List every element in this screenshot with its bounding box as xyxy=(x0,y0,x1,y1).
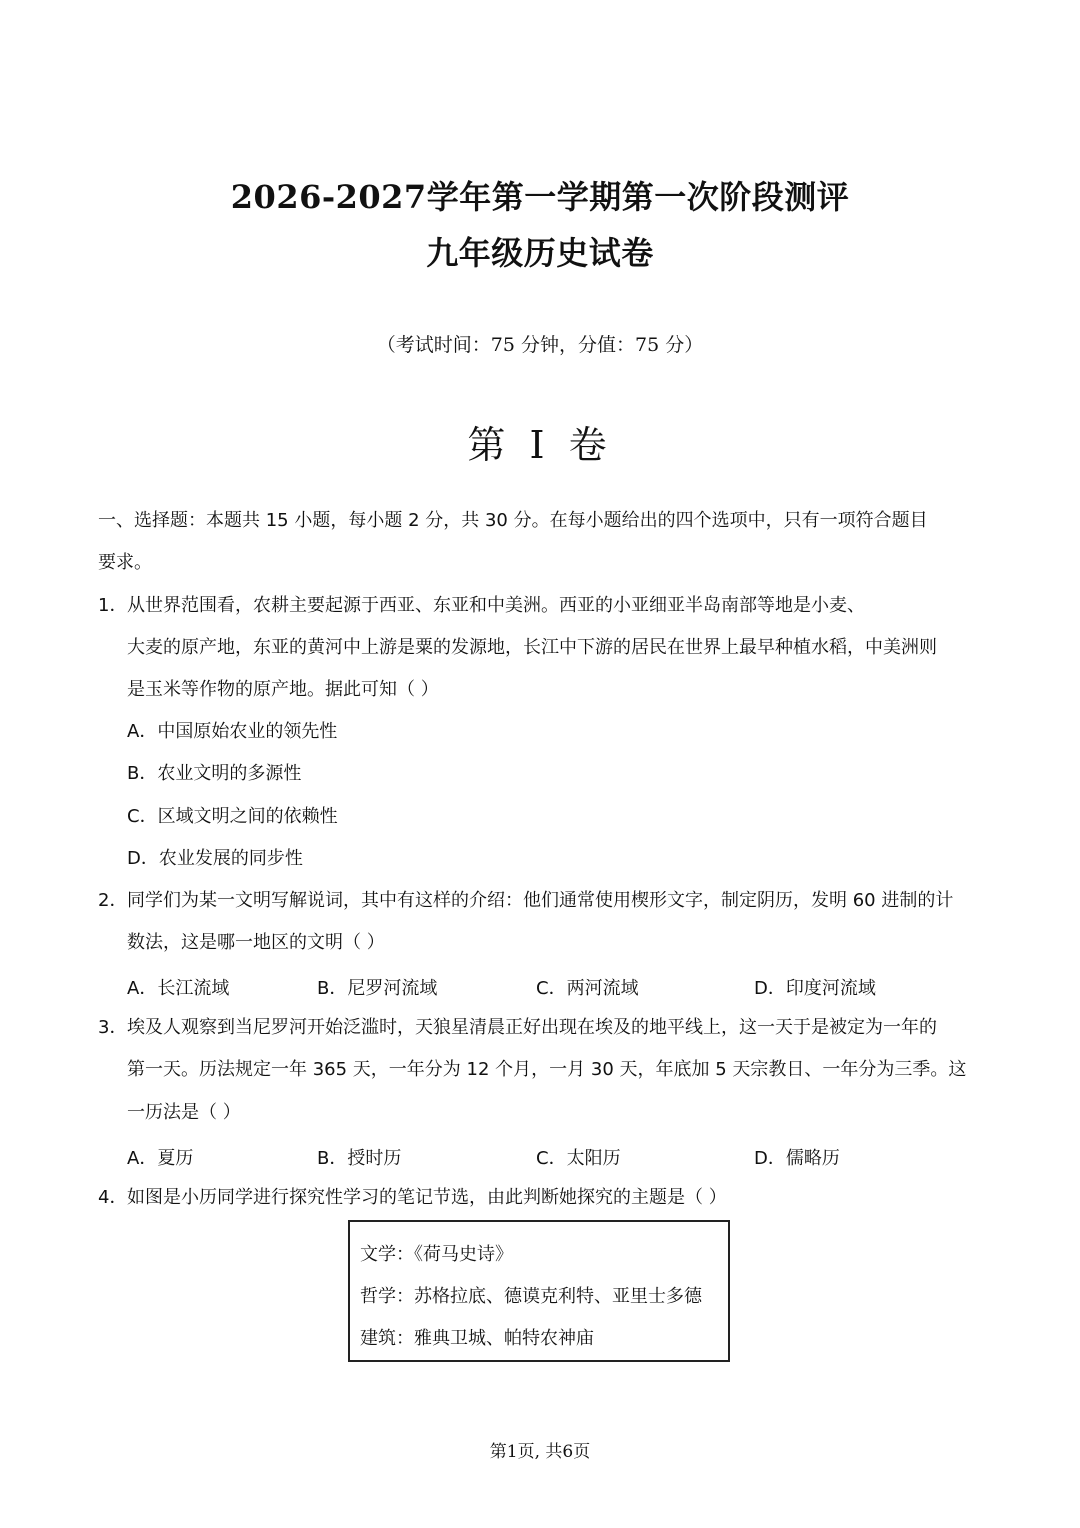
option-a: A．中国原始农业的领先性 xyxy=(127,721,338,742)
page-number: 第1页, 共6页 xyxy=(489,1442,591,1462)
question-number: 3． xyxy=(98,1017,128,1038)
option-d: D．印度河流域 xyxy=(754,978,876,999)
note-literature: 文学：《荷马史诗》 xyxy=(360,1244,513,1265)
note-architecture: 建筑：雅典卫城、帕特农神庙 xyxy=(360,1328,594,1349)
options-row xyxy=(127,1144,1027,1168)
section-intro-cont: 要求。 xyxy=(98,552,152,573)
question-number: 4． xyxy=(98,1187,128,1208)
note-philosophy: 哲学：苏格拉底、德谟克利特、亚里士多德 xyxy=(360,1286,702,1307)
option-d: D．儒略历 xyxy=(754,1148,840,1169)
option-c: C．太阳历 xyxy=(536,1148,621,1169)
option-a: A．夏历 xyxy=(127,1148,194,1169)
exam-title: 2026-2027学年第一学期第一次阶段测评 xyxy=(230,178,850,216)
section-intro: 一、选择题：本题共 15 小题，每小题 2 分，共 30 分。在每小题给出的四个选项中，只有一项符合题目 xyxy=(98,510,928,531)
question-number: 1． xyxy=(98,595,128,616)
question-text: 大麦的原产地，东亚的黄河中上游是粟的发源地，长江中下游的居民在世界上最早种植水稻，中美洲则 xyxy=(127,637,937,658)
question-text: 从世界范围看，农耕主要起源于西亚、东亚和中美洲。西亚的小亚细亚半岛南部等地是小麦、 xyxy=(127,595,865,616)
question-text: 一历法是（ ） xyxy=(127,1102,241,1123)
question-text: 是玉米等作物的原产地。据此可知（ ） xyxy=(127,679,439,700)
volume-heading: 第 I 卷 xyxy=(467,423,613,467)
exam-subtitle: 九年级历史试卷 xyxy=(426,234,654,272)
exam-info: （考试时间：75 分钟，分值：75 分） xyxy=(376,334,704,356)
question-text: 埃及人观察到当尼罗河开始泛滥时，天狼星清晨正好出现在埃及的地平线上，这一天于是被定为一年的 xyxy=(127,1017,937,1038)
question-number: 2． xyxy=(98,890,128,911)
option-b: B．尼罗河流域 xyxy=(317,978,438,999)
options-row xyxy=(127,974,1027,998)
option-a: A．长江流域 xyxy=(127,978,230,999)
option-c: C．两河流域 xyxy=(536,978,639,999)
question-text: 同学们为某一文明写解说词，其中有这样的介绍：他们通常使用楔形文字，制定阴历，发明 60 进制的计 xyxy=(127,890,954,911)
question-text: 如图是小历同学进行探究性学习的笔记节选，由此判断她探究的主题是（ ） xyxy=(127,1187,727,1208)
question-text: 数法，这是哪一地区的文明（ ） xyxy=(127,932,385,953)
option-b: B．授时历 xyxy=(317,1148,402,1169)
option-c: C．区域文明之间的依赖性 xyxy=(127,806,338,827)
option-b: B．农业文明的多源性 xyxy=(127,763,302,784)
question-text: 第一天。历法规定一年 365 天，一年分为 12 个月，一月 30 天，年底加 5 天宗教日、一年分为三季。这 xyxy=(127,1059,967,1080)
option-d: D．农业发展的同步性 xyxy=(127,848,303,869)
study-notes-box xyxy=(348,1220,730,1362)
